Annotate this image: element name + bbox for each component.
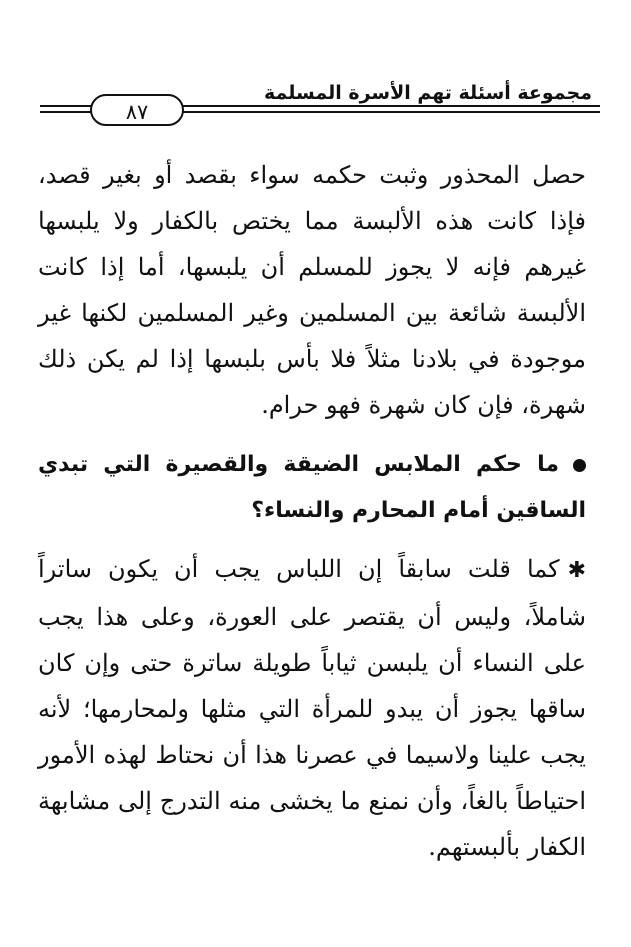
answer-text: كما قلت سابقاً إن اللباس يجب أن يكون ساتراً شاملاً، وليس أن يقتصر على العورة، وعلى هذا يجب على النساء أن يلبسن ثياباً طويلة ساترة حتى وإن كان ساقها يجوز أن يبدو للمرأة التي مثلها ولمحارمها؛ لأنه يجب علينا ولاسيما في عصرنا هذا أن نحتاط لهذه الأمور احتياطاً بالغاً، وأن نمنع ما يخشى منه التدرج إلى مشابهة الكفار بألبستهم.: [38, 555, 587, 861]
page-header: [40, 78, 600, 138]
header-rule-right-top: [182, 105, 600, 107]
running-title: مجموعة أسئلة تهم الأسرة المسلمة: [264, 82, 592, 104]
bullet-icon: [573, 459, 586, 472]
header-rule-left-bottom: [40, 111, 92, 113]
question-text: ما حكم الملابس الضيقة والقصيرة التي تبدي الساقين أمام المحارم والنساء؟: [38, 452, 586, 523]
asterisk-icon: ✱: [567, 558, 586, 583]
page-content: [38, 152, 586, 870]
header-rule-right-bottom: [182, 111, 600, 113]
header-rule-left-top: [40, 105, 92, 107]
answer-paragraph: [38, 546, 586, 870]
page-number: ٨٧: [90, 94, 184, 126]
question-heading: [38, 442, 586, 534]
intro-paragraph: حصل المحذور وثبت حكمه سواء بقصد أو بغير قصد، فإذا كانت هذه الألبسة مما يختص بالكفار ولا يلبسها غيرهم فإنه لا يجوز للمسلم أن يلبسها، أما إذا كانت الألبسة شائعة بين المسلمين وغير المسلمين لكنها غير موجودة في بلادنا مثلاً فلا بأس بلبسها إذا لم يكن ذلك شهرة، فإن كان شهرة فهو حرام.: [38, 161, 587, 419]
